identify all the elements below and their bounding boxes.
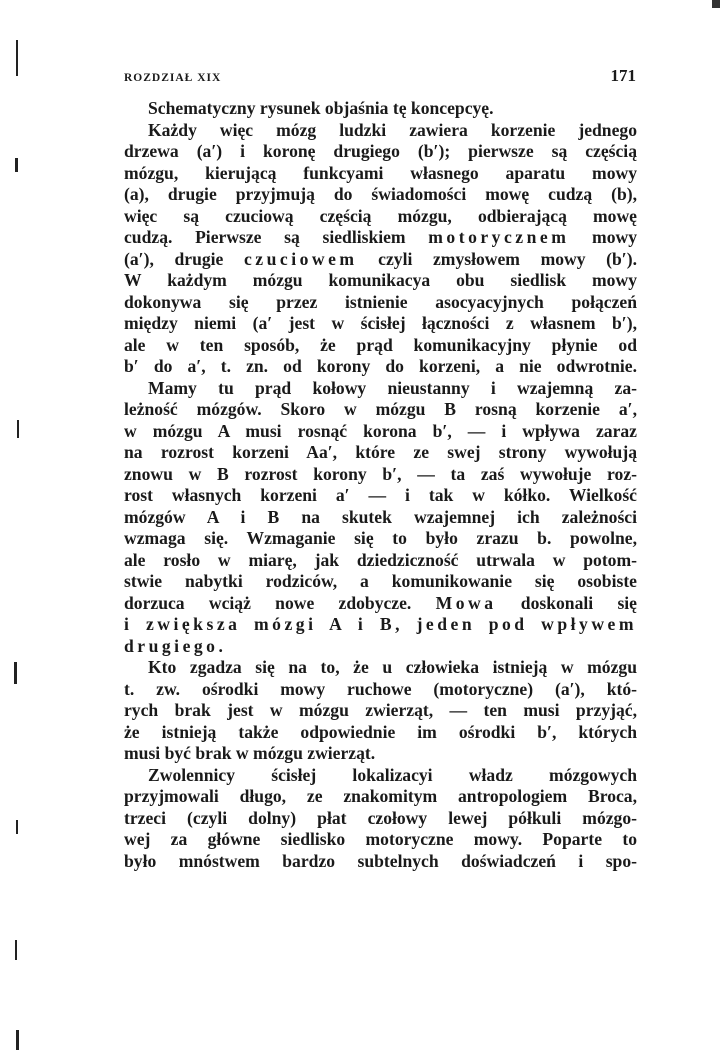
text-line: i zwiększa mózgi A i B, jeden pod wpływem <box>124 614 637 634</box>
spaced-term: Mowa <box>435 592 497 613</box>
text-line: drzewa (a′) i koronę drugiego (b′); pierwsze są częścią <box>124 141 637 161</box>
text-line: między niemi (a′ jest w ścisłej łączności z własnem b′), <box>124 313 637 333</box>
text-line: musi być brak w mózgu zwierząt. <box>124 743 376 763</box>
text-line: mózgów A i B na skutek wzajemnej ich zależności <box>124 506 637 527</box>
text-line: na rozrost korzeni Aa′, które ze swej strony wywołują <box>124 442 637 462</box>
page-number: 171 <box>610 66 636 85</box>
running-head: ROZDZIAŁ XIX <box>124 72 222 84</box>
text-run: doskonali się <box>496 592 637 613</box>
text-run: czyli zmysłowem mowy (b′). <box>357 248 638 269</box>
text-run: mowy <box>569 227 637 247</box>
text-line: Mamy tu prąd kołowy nieustanny i wzajemną za- <box>148 377 637 398</box>
text-line: t. zw. ośrodki mowy ruchowe (motoryczne) (a′), któ- <box>124 678 637 699</box>
text-line: wzmaga się. Wzmaganie się to było zrazu b. powolne, <box>124 528 637 548</box>
text-line <box>124 249 637 271</box>
text-run: cudzą. Pierwsze są siedliskiem <box>124 227 429 247</box>
text-line: Zwolennicy ścisłej lokalizacyi władz mózgowych <box>148 764 637 785</box>
left-page-edge <box>0 0 32 1053</box>
text-line: znowu w B rozrost korony b′, — ta zaś wywołuje roz- <box>124 463 637 484</box>
text-line: Każdy więc mózg ludzki zawiera korzenie jednego <box>148 119 637 140</box>
body-text <box>124 98 637 872</box>
text-line: mózgu, kierującą funkcyami własnego aparatu mowy <box>124 162 637 183</box>
spaced-term: motorycznem <box>428 227 570 247</box>
text-line: trzeci (czyli dolny) płat czołowy lewej półkuli mózgo- <box>124 807 637 828</box>
text-line: Kto zgadza się na to, że u człowieka istnieją w mózgu <box>148 657 637 677</box>
corner-mark <box>712 0 720 8</box>
text-line: rych brak jest w mózgu zwierząt, — ten musi przyjąć, <box>124 700 637 720</box>
text-line: przyjmowali długo, ze znakomitym antropologiem Broca, <box>124 786 637 806</box>
text-line: leżność mózgów. Skoro w mózgu B rosną korzenie a′, <box>124 399 637 419</box>
text-line: było mnóstwem bardzo subtelnych doświadczeń i spo- <box>124 850 637 871</box>
text-line: rost własnych korzeni a′ — i tak w kółko. Wielkość <box>124 485 637 505</box>
text-line: ale rosło w miarę, jak dziedziczność utrwala w potom- <box>124 549 637 570</box>
text-line: b′ do a′, t. zn. od korony do korzeni, a nie odwrotnie. <box>124 356 637 376</box>
text-line <box>124 227 637 249</box>
text-line: stwie nabytki rodziców, a komunikowanie się osobiste <box>124 571 637 591</box>
text-line: W każdym mózgu komunikacya obu siedlisk mowy <box>124 270 637 290</box>
text-line: więc są czuciową częścią mózgu, odbierającą mowę <box>124 205 637 226</box>
text-line: (a), drugie przyjmują do świadomości mowę cudzą (b), <box>124 184 637 204</box>
text-line: dokonywa się przez istnienie asocyacyjnych połączeń <box>124 291 637 312</box>
spaced-term: czuciowem <box>243 248 358 269</box>
text-run: (a′), drugie <box>124 248 244 269</box>
page-header <box>124 66 636 86</box>
text-line: że istnieją także odpowiednie im ośrodki b′, których <box>124 721 637 742</box>
text-run: dorzuca wciąż nowe zdobycze. <box>124 592 436 613</box>
text-line: Schematyczny rysunek objaśnia tę koncepcyę. <box>148 98 494 118</box>
text-line: drugiego. <box>124 635 227 656</box>
text-line <box>124 593 637 615</box>
text-line: wej za główne siedlisko motoryczne mowy. Poparte to <box>124 829 637 849</box>
text-line: w mózgu A musi rosnąć korona b′, — i wpływa zaraz <box>124 420 637 441</box>
text-line: ale w ten sposób, że prąd komunikacyjny płynie od <box>124 334 637 355</box>
